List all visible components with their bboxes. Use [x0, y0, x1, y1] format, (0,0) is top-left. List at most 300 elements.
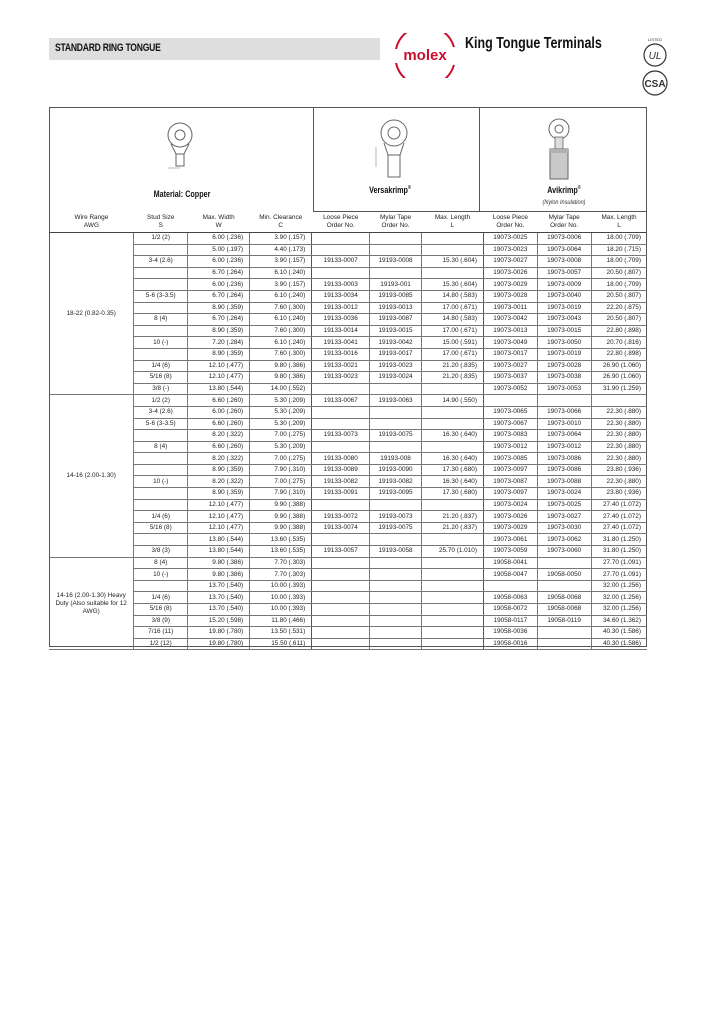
vk-loose-cell: [312, 604, 370, 616]
max-width-cell: 19.80 (.780): [188, 627, 250, 639]
min-clearance-cell: 6.10 (.240): [250, 267, 312, 279]
vk-loose-cell: 19133-0074: [312, 522, 370, 534]
ak-max-length-cell: 18.00 (.709): [591, 233, 647, 245]
ak-max-length-cell: 27.40 (1.072): [591, 511, 647, 523]
vk-mylar-cell: 19193-0023: [370, 360, 422, 372]
vk-mylar-cell: 19193-008: [370, 453, 422, 465]
min-clearance-cell: 7.00 (.275): [250, 476, 312, 488]
vk-mylar-cell: [370, 615, 422, 627]
max-width-cell: 9.80 (.386): [188, 569, 250, 581]
ak-max-length-cell: 23.80 (.936): [591, 464, 647, 476]
min-clearance-cell: 5.30 (.209): [250, 441, 312, 453]
copper-ring-terminal-icon: [160, 120, 200, 172]
ak-max-length-cell: 26.90 (1.060): [591, 360, 647, 372]
max-width-cell: 8.90 (.359): [188, 488, 250, 500]
vk-loose-cell: [312, 592, 370, 604]
vk-loose-cell: [312, 569, 370, 581]
min-clearance-cell: 3.90 (.157): [250, 256, 312, 268]
vk-mylar-cell: [370, 499, 422, 511]
ak-max-length-cell: 31.80 (1.250): [591, 534, 647, 546]
ak-max-length-cell: 32.00 (1.256): [591, 604, 647, 616]
vk-loose-cell: 19133-0034: [312, 290, 370, 302]
col-vk-loose: Loose Piece Order No.: [312, 211, 370, 233]
vk-mylar-cell: 19193-0008: [370, 256, 422, 268]
stud-size-cell: [134, 244, 188, 256]
ak-mylar-cell: 19073-0043: [537, 314, 591, 326]
vk-max-length-cell: [421, 569, 483, 581]
avikrimp-note: (Nylon Insulation): [542, 199, 586, 206]
table-row: [49, 233, 647, 245]
stud-size-cell: 1/2 (12): [134, 638, 188, 650]
table-row: [49, 476, 647, 488]
ak-mylar-cell: 19073-0050: [537, 337, 591, 349]
vk-loose-cell: 19133-0014: [312, 325, 370, 337]
vk-loose-cell: [312, 244, 370, 256]
vk-loose-cell: 19133-0021: [312, 360, 370, 372]
ak-loose-cell: 19073-0026: [483, 511, 537, 523]
ak-max-length-cell: 22.30 (.880): [591, 453, 647, 465]
ak-max-length-cell: 18.00 (.709): [591, 256, 647, 268]
stud-size-cell: 5-6 (3-3.5): [134, 418, 188, 430]
stud-size-cell: [134, 325, 188, 337]
vk-loose-cell: [312, 627, 370, 639]
vk-loose-cell: [312, 615, 370, 627]
ak-mylar-cell: 19073-0040: [537, 290, 591, 302]
ak-loose-cell: 19058-0041: [483, 557, 537, 569]
stud-size-cell: [134, 267, 188, 279]
max-width-cell: 6.60 (.260): [188, 418, 250, 430]
max-width-cell: 7.20 (.284): [188, 337, 250, 349]
vk-loose-cell: 19133-0082: [312, 476, 370, 488]
ak-loose-cell: [483, 580, 537, 592]
ak-mylar-cell: 19073-0064: [537, 430, 591, 442]
vk-max-length-cell: [421, 534, 483, 546]
ak-loose-cell: 19073-0037: [483, 372, 537, 384]
table-row: [49, 569, 647, 581]
wire-range-cell: 14-16 (2.00-1.30): [49, 395, 134, 557]
csa-mark: CSA: [644, 79, 666, 90]
table-row: [49, 488, 647, 500]
ak-mylar-cell: 19058-0050: [537, 569, 591, 581]
ak-mylar-cell: 19073-0012: [537, 441, 591, 453]
ul-listed-label: LISTED: [647, 37, 663, 42]
ak-mylar-cell: 19073-0066: [537, 406, 591, 418]
stud-size-cell: 8 (4): [134, 441, 188, 453]
vk-loose-cell: 19133-0007: [312, 256, 370, 268]
min-clearance-cell: 5.30 (.209): [250, 406, 312, 418]
vk-max-length-cell: [421, 580, 483, 592]
ak-max-length-cell: 23.80 (.936): [591, 488, 647, 500]
table-row: [49, 314, 647, 326]
ak-max-length-cell: 22.30 (.880): [591, 441, 647, 453]
ak-max-length-cell: 22.30 (.880): [591, 476, 647, 488]
stud-size-cell: 1/4 (6): [134, 592, 188, 604]
vk-mylar-cell: 19193-0024: [370, 372, 422, 384]
vk-max-length-cell: [421, 406, 483, 418]
ak-loose-cell: 19073-0029: [483, 279, 537, 291]
stud-size-cell: 8 (4): [134, 557, 188, 569]
min-clearance-cell: 7.90 (.310): [250, 464, 312, 476]
col-max-width: Max. Width W: [188, 211, 250, 233]
vk-max-length-cell: 17.30 (.680): [421, 464, 483, 476]
vk-loose-cell: 19133-0057: [312, 546, 370, 558]
vk-max-length-cell: [421, 557, 483, 569]
ak-mylar-cell: 19073-0053: [537, 383, 591, 395]
max-width-cell: 8.90 (.359): [188, 464, 250, 476]
ak-max-length-cell: 27.40 (1.072): [591, 499, 647, 511]
min-clearance-cell: 7.60 (.300): [250, 348, 312, 360]
vk-max-length-cell: 17.00 (.671): [421, 325, 483, 337]
stud-size-cell: 5/16 (8): [134, 604, 188, 616]
max-width-cell: 6.00 (.236): [188, 256, 250, 268]
ak-loose-cell: 19073-0097: [483, 488, 537, 500]
max-width-cell: 6.00 (.260): [188, 406, 250, 418]
vk-mylar-cell: 19193-0042: [370, 337, 422, 349]
ak-max-length-cell: 22.80 (.898): [591, 325, 647, 337]
avikrimp-reg-mark: ®: [577, 185, 581, 191]
max-width-cell: 13.70 (.540): [188, 592, 250, 604]
ul-listed-icon: [640, 36, 670, 68]
stud-size-cell: [134, 453, 188, 465]
max-width-cell: 8.20 (.322): [188, 453, 250, 465]
col-wire-range: Wire Range AWG: [49, 211, 134, 233]
min-clearance-cell: 3.90 (.157): [250, 233, 312, 245]
vk-max-length-cell: 21.20 (.835): [421, 360, 483, 372]
vk-max-length-cell: 14.80 (.583): [421, 314, 483, 326]
table-row: [49, 592, 647, 604]
ak-loose-cell: [483, 395, 537, 407]
ak-loose-cell: 19073-0023: [483, 244, 537, 256]
ak-loose-cell: 19073-0052: [483, 383, 537, 395]
max-width-cell: 5.00 (.197): [188, 244, 250, 256]
table-row: [49, 511, 647, 523]
stud-size-cell: [134, 499, 188, 511]
ak-mylar-cell: [537, 557, 591, 569]
col-vk-mylar: Mylar Tape Order No.: [370, 211, 422, 233]
vk-loose-cell: 19133-0041: [312, 337, 370, 349]
ak-mylar-cell: 19073-0038: [537, 372, 591, 384]
stud-size-cell: [134, 302, 188, 314]
table-row: [49, 360, 647, 372]
max-width-cell: 13.70 (.540): [188, 580, 250, 592]
table-row: [49, 522, 647, 534]
min-clearance-cell: 5.30 (.209): [250, 395, 312, 407]
vk-max-length-cell: [421, 638, 483, 650]
ak-mylar-cell: [537, 638, 591, 650]
table-row: [49, 395, 647, 407]
vk-max-length-cell: 16.30 (.640): [421, 453, 483, 465]
max-width-cell: 8.90 (.359): [188, 302, 250, 314]
table-row: [49, 279, 647, 291]
ak-loose-cell: 19073-0059: [483, 546, 537, 558]
vk-loose-cell: 19133-0016: [312, 348, 370, 360]
ak-loose-cell: 19073-0061: [483, 534, 537, 546]
ak-mylar-cell: 19073-0086: [537, 453, 591, 465]
max-width-cell: 13.70 (.540): [188, 604, 250, 616]
max-width-cell: 12.10 (.477): [188, 522, 250, 534]
max-width-cell: 12.10 (.477): [188, 511, 250, 523]
versakrimp-label: [358, 185, 422, 195]
vk-max-length-cell: 15.30 (.604): [421, 256, 483, 268]
stud-size-cell: 10 (-): [134, 476, 188, 488]
ak-mylar-cell: 19073-0025: [537, 499, 591, 511]
vk-mylar-cell: 19193-0075: [370, 430, 422, 442]
min-clearance-cell: 7.70 (.303): [250, 557, 312, 569]
ak-mylar-cell: 19073-0060: [537, 546, 591, 558]
ak-mylar-cell: 19073-0019: [537, 348, 591, 360]
ak-mylar-cell: 19058-0068: [537, 592, 591, 604]
stud-size-cell: [134, 488, 188, 500]
ak-loose-cell: 19058-0016: [483, 638, 537, 650]
ak-loose-cell: 19073-0028: [483, 290, 537, 302]
vk-max-length-cell: 17.30 (.680): [421, 488, 483, 500]
max-width-cell: 12.10 (.477): [188, 360, 250, 372]
vk-max-length-cell: 15.00 (.591): [421, 337, 483, 349]
ak-loose-cell: 19073-0097: [483, 464, 537, 476]
stud-size-cell: 3/8 (-): [134, 383, 188, 395]
min-clearance-cell: 10.00 (.393): [250, 580, 312, 592]
ak-loose-cell: 19073-0017: [483, 348, 537, 360]
vk-mylar-cell: [370, 406, 422, 418]
ak-max-length-cell: 27.70 (1.091): [591, 557, 647, 569]
wire-range-cell: 14-16 (2.00-1.30) Heavy Duty (Also suitable for 12 AWG): [49, 557, 134, 650]
ak-max-length-cell: 26.90 (1.060): [591, 372, 647, 384]
table-body: [49, 233, 647, 650]
min-clearance-cell: 4.40 (.173): [250, 244, 312, 256]
ak-max-length-cell: [591, 395, 647, 407]
ak-loose-cell: 19073-0011: [483, 302, 537, 314]
ak-loose-cell: 19073-0083: [483, 430, 537, 442]
stud-size-cell: 3-4 (2.6): [134, 256, 188, 268]
vk-loose-cell: [312, 441, 370, 453]
vk-loose-cell: [312, 267, 370, 279]
versakrimp-terminal-icon: [372, 117, 416, 183]
vk-loose-cell: [312, 580, 370, 592]
vk-max-length-cell: 21.20 (.837): [421, 522, 483, 534]
ak-max-length-cell: 32.00 (1.256): [591, 592, 647, 604]
vk-mylar-cell: 19193-0017: [370, 348, 422, 360]
vk-mylar-cell: [370, 627, 422, 639]
min-clearance-cell: 7.00 (.275): [250, 453, 312, 465]
max-width-cell: 6.00 (.236): [188, 233, 250, 245]
min-clearance-cell: 13.50 (.531): [250, 627, 312, 639]
vk-mylar-cell: [370, 557, 422, 569]
ak-mylar-cell: 19058-0119: [537, 615, 591, 627]
vk-mylar-cell: [370, 233, 422, 245]
min-clearance-cell: 10.00 (.393): [250, 592, 312, 604]
ak-max-length-cell: 20.70 (.816): [591, 337, 647, 349]
table-row: [49, 244, 647, 256]
vk-max-length-cell: [421, 267, 483, 279]
min-clearance-cell: 6.10 (.240): [250, 337, 312, 349]
vk-max-length-cell: [421, 499, 483, 511]
ak-mylar-cell: 19073-0006: [537, 233, 591, 245]
ak-max-length-cell: 18.20 (.715): [591, 244, 647, 256]
max-width-cell: 6.70 (.264): [188, 267, 250, 279]
vk-loose-cell: [312, 418, 370, 430]
vk-loose-cell: 19133-0073: [312, 430, 370, 442]
vk-mylar-cell: [370, 244, 422, 256]
ak-loose-cell: 19073-0024: [483, 499, 537, 511]
vk-max-length-cell: [421, 244, 483, 256]
table-row: [49, 638, 647, 650]
vk-max-length-cell: [421, 604, 483, 616]
ak-max-length-cell: 32.00 (1.256): [591, 580, 647, 592]
min-clearance-cell: 9.90 (.388): [250, 522, 312, 534]
versakrimp-reg-mark: ®: [407, 185, 411, 191]
product-title: King Tongue Terminals: [465, 35, 602, 52]
vk-loose-cell: 19133-0080: [312, 453, 370, 465]
ak-mylar-cell: 19073-0010: [537, 418, 591, 430]
vk-max-length-cell: 17.00 (.671): [421, 348, 483, 360]
stud-size-cell: 8 (4): [134, 314, 188, 326]
molex-logo-icon: [390, 33, 460, 78]
vk-max-length-cell: [421, 418, 483, 430]
vk-max-length-cell: 16.30 (.640): [421, 476, 483, 488]
section-title: STANDARD RING TONGUE: [55, 42, 161, 54]
ak-loose-cell: 19058-0072: [483, 604, 537, 616]
ak-mylar-cell: 19073-0028: [537, 360, 591, 372]
max-width-cell: 6.70 (.264): [188, 314, 250, 326]
vk-mylar-cell: 19193-001: [370, 279, 422, 291]
ak-mylar-cell: 19058-0068: [537, 604, 591, 616]
vk-mylar-cell: [370, 383, 422, 395]
vk-max-length-cell: [421, 615, 483, 627]
min-clearance-cell: 13.60 (.535): [250, 546, 312, 558]
ak-max-length-cell: 34.60 (1.362): [591, 615, 647, 627]
stud-size-cell: [134, 534, 188, 546]
col-ak-mylar: Mylar Tape Order No.: [537, 211, 591, 233]
max-width-cell: 6.60 (.260): [188, 441, 250, 453]
table-row: [49, 546, 647, 558]
stud-size-cell: 5/16 (8): [134, 522, 188, 534]
table-row: [49, 267, 647, 279]
ak-loose-cell: 19073-0012: [483, 441, 537, 453]
table-row: [49, 383, 647, 395]
table-row: [49, 348, 647, 360]
col-ak-max-length: Max. Length L: [591, 211, 647, 233]
stud-size-cell: 10 (-): [134, 569, 188, 581]
vk-mylar-cell: 19193-0013: [370, 302, 422, 314]
ak-loose-cell: 19073-0067: [483, 418, 537, 430]
col-min-clearance: Min. Clearance C: [250, 211, 312, 233]
table-row: [49, 615, 647, 627]
min-clearance-cell: 7.60 (.300): [250, 302, 312, 314]
stud-size-cell: [134, 430, 188, 442]
vk-loose-cell: 19133-0003: [312, 279, 370, 291]
ak-loose-cell: 19073-0049: [483, 337, 537, 349]
ak-loose-cell: 19073-0065: [483, 406, 537, 418]
versakrimp-name: Versakrimp: [369, 185, 408, 195]
vk-loose-cell: [312, 383, 370, 395]
max-width-cell: 8.20 (.322): [188, 476, 250, 488]
vk-loose-cell: [312, 638, 370, 650]
max-width-cell: 8.90 (.359): [188, 348, 250, 360]
table-row: [49, 325, 647, 337]
vk-mylar-cell: [370, 569, 422, 581]
table-row: [49, 534, 647, 546]
stud-size-cell: 1/2 (2): [134, 395, 188, 407]
vk-mylar-cell: [370, 441, 422, 453]
vk-max-length-cell: 21.20 (.835): [421, 372, 483, 384]
min-clearance-cell: 9.80 (.386): [250, 372, 312, 384]
table-row: [49, 453, 647, 465]
vk-mylar-cell: 19193-0087: [370, 314, 422, 326]
ak-max-length-cell: 22.80 (.898): [591, 348, 647, 360]
ak-max-length-cell: 18.00 (.709): [591, 279, 647, 291]
ak-mylar-cell: 19073-0015: [537, 325, 591, 337]
min-clearance-cell: 9.90 (.388): [250, 511, 312, 523]
vk-loose-cell: 19133-0091: [312, 488, 370, 500]
ak-mylar-cell: 19073-0030: [537, 522, 591, 534]
vk-max-length-cell: [421, 441, 483, 453]
max-width-cell: 13.80 (.544): [188, 546, 250, 558]
vk-mylar-cell: [370, 418, 422, 430]
vk-mylar-cell: [370, 267, 422, 279]
ak-mylar-cell: 19073-0064: [537, 244, 591, 256]
max-width-cell: 12.10 (.477): [188, 499, 250, 511]
min-clearance-cell: 9.90 (.388): [250, 499, 312, 511]
vk-max-length-cell: 25.70 (1.010): [421, 546, 483, 558]
vk-loose-cell: 19133-0072: [312, 511, 370, 523]
vk-loose-cell: [312, 233, 370, 245]
vk-mylar-cell: [370, 638, 422, 650]
stud-size-cell: [134, 279, 188, 291]
table-row: [49, 627, 647, 639]
stud-size-cell: 5-6 (3-3.5): [134, 290, 188, 302]
ak-max-length-cell: 27.70 (1.091): [591, 569, 647, 581]
ak-loose-cell: 19073-0042: [483, 314, 537, 326]
ak-max-length-cell: 22.30 (.880): [591, 406, 647, 418]
ak-max-length-cell: 27.40 (1.072): [591, 522, 647, 534]
min-clearance-cell: 15.50 (.611): [250, 638, 312, 650]
vk-mylar-cell: 19193-0015: [370, 325, 422, 337]
table-row: [49, 604, 647, 616]
table-row: [49, 499, 647, 511]
vk-max-length-cell: 21.20 (.837): [421, 511, 483, 523]
vk-loose-cell: [312, 557, 370, 569]
ak-mylar-cell: 19073-0024: [537, 488, 591, 500]
ak-max-length-cell: 20.50 (.807): [591, 267, 647, 279]
min-clearance-cell: 11.80 (.466): [250, 615, 312, 627]
min-clearance-cell: 5.30 (.209): [250, 418, 312, 430]
min-clearance-cell: 14.00 (.552): [250, 383, 312, 395]
vk-loose-cell: 19133-0012: [312, 302, 370, 314]
vk-loose-cell: 19133-0089: [312, 464, 370, 476]
min-clearance-cell: 6.10 (.240): [250, 290, 312, 302]
stud-size-cell: 1/4 (6): [134, 360, 188, 372]
ak-max-length-cell: 31.80 (1.250): [591, 546, 647, 558]
stud-size-cell: 5/16 (8): [134, 372, 188, 384]
stud-size-cell: 3-4 (2.6): [134, 406, 188, 418]
vk-max-length-cell: 17.00 (.671): [421, 302, 483, 314]
min-clearance-cell: 9.80 (.386): [250, 360, 312, 372]
min-clearance-cell: 3.90 (.157): [250, 279, 312, 291]
stud-size-cell: 7/16 (11): [134, 627, 188, 639]
ak-max-length-cell: 20.50 (.807): [591, 314, 647, 326]
vk-mylar-cell: [370, 534, 422, 546]
stud-size-cell: [134, 348, 188, 360]
vk-loose-cell: 19133-0023: [312, 372, 370, 384]
table-row: [49, 256, 647, 268]
max-width-cell: 19.80 (.780): [188, 638, 250, 650]
ak-mylar-cell: 19073-0019: [537, 302, 591, 314]
stud-size-cell: [134, 580, 188, 592]
material-label: Material: Copper: [153, 189, 211, 199]
max-width-cell: 8.20 (.322): [188, 430, 250, 442]
min-clearance-cell: 13.60 (.535): [250, 534, 312, 546]
vk-max-length-cell: 14.90 (.550): [421, 395, 483, 407]
